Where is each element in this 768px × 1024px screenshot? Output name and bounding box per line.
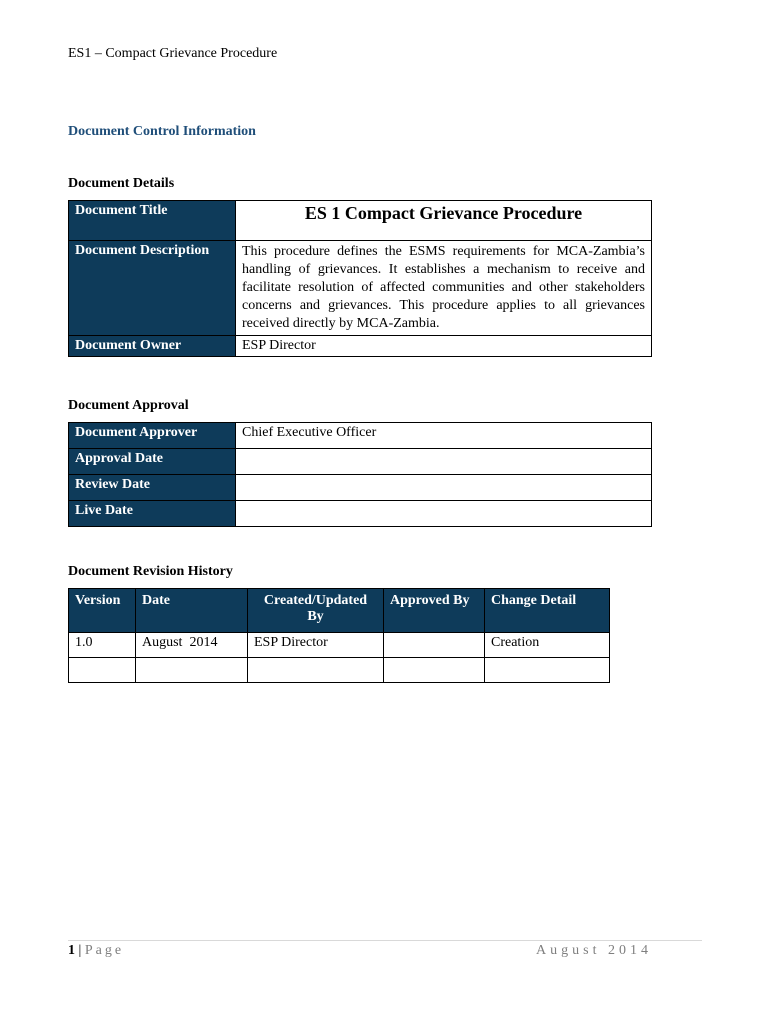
table-cell: 1.0: [69, 633, 136, 658]
table-cell: ESP Director: [248, 633, 384, 658]
column-header: Created/Updated By: [248, 589, 384, 633]
document-owner: ESP Director: [236, 336, 652, 357]
description-label: Document Description: [69, 241, 236, 336]
table-row: [69, 633, 610, 658]
table-cell: [136, 658, 248, 683]
live-date-label: Live Date: [69, 501, 236, 527]
page-number-footer: [68, 943, 124, 959]
table-cell: [384, 633, 485, 658]
column-header: Version: [69, 589, 136, 633]
owner-label: Document Owner: [69, 336, 236, 357]
page-number: 1: [68, 943, 75, 958]
approver-label: Document Approver: [69, 423, 236, 449]
approval-date-label: Approval Date: [69, 449, 236, 475]
table-cell: August 2014: [136, 633, 248, 658]
page-label: Page: [84, 943, 125, 958]
table-cell: [248, 658, 384, 683]
document-title: ES 1 Compact Grievance Procedure: [236, 201, 652, 241]
page-header: ES1 – Compact Grievance Procedure: [68, 46, 278, 61]
column-header: Change Detail: [485, 589, 610, 633]
table-cell: [69, 658, 136, 683]
review-date-value: [236, 475, 652, 501]
footer-date: August 2014: [536, 943, 652, 958]
document-approval-heading: Document Approval: [68, 398, 189, 413]
column-header: Date: [136, 589, 248, 633]
revision-history-table: [68, 588, 610, 683]
table-cell: [485, 658, 610, 683]
review-date-label: Review Date: [69, 475, 236, 501]
approval-date-value: [236, 449, 652, 475]
document-approval-table: [68, 422, 652, 527]
approver-value: Chief Executive Officer: [236, 423, 652, 449]
document-description: This procedure defines the ESMS requirements for MCA-Zambia’s handling of grievances. It establishes a mechanism to receive and facilitate resolution of affected communities and other stakeholders concerns and grievances. This procedure applies to all grievances received directly by MCA-Zambia.: [236, 241, 652, 336]
table-cell: [384, 658, 485, 683]
document-details-heading: Document Details: [68, 176, 175, 191]
column-header: Approved By: [384, 589, 485, 633]
title-label: Document Title: [69, 201, 236, 241]
table-row: [69, 658, 610, 683]
section-title: Document Control Information: [68, 124, 256, 139]
footer-divider: [68, 940, 702, 941]
table-cell: Creation: [485, 633, 610, 658]
document-details-table: [68, 200, 652, 357]
live-date-value: [236, 501, 652, 527]
revision-history-heading: Document Revision History: [68, 564, 233, 579]
footer-separator: |: [78, 943, 82, 958]
